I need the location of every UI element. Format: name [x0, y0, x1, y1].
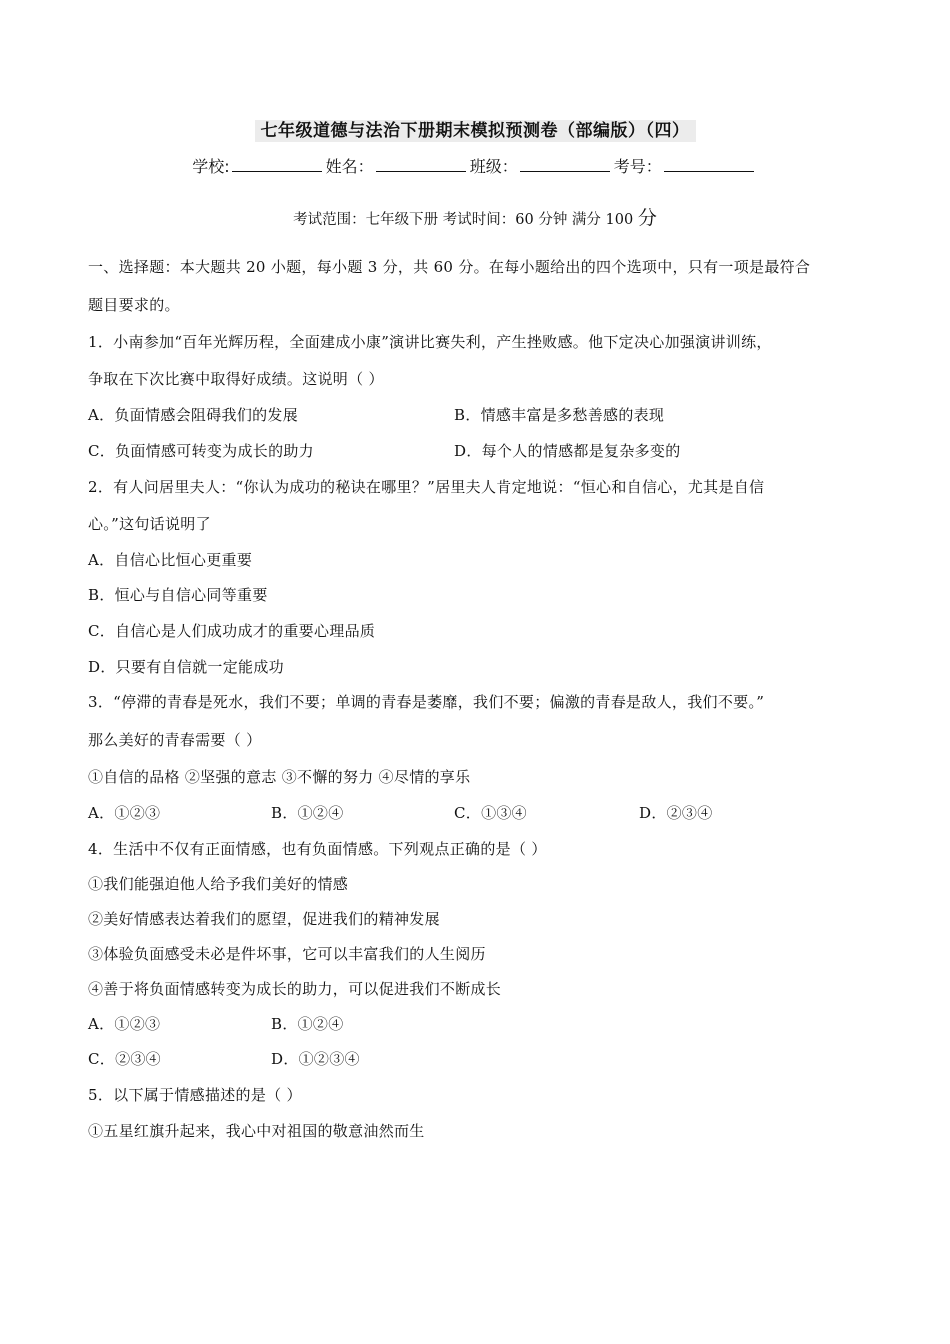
q4-item-4: ④善于将负面情感转变为成长的助力，可以促进我们不断成长	[88, 980, 502, 998]
exam-scope-text: 考试范围：七年级下册 考试时间：60 分钟 满分 100	[293, 212, 638, 228]
q4-item-3: ③体验负面感受未必是件坏事，它可以丰富我们的人生阅历	[88, 945, 486, 963]
q2-option-a: A．自信心比恒心更重要	[88, 551, 253, 569]
q1-stem-line1: 1．小南参加“百年光辉历程，全面建成小康”演讲比赛失利，产生挫败感。他下定决心加强演讲训练，	[88, 333, 772, 351]
q5-item-1: ①五星红旗升起来，我心中对祖国的敬意油然而生	[88, 1122, 425, 1140]
q4-item-2: ②美好情感表达着我们的愿望，促进我们的精神发展	[88, 910, 440, 928]
q4-stem: 4．生活中不仅有正面情感，也有负面情感。下列观点正确的是（ ）	[88, 840, 547, 858]
name-blank[interactable]	[376, 157, 466, 172]
q1-option-c: C．负面情感可转变为成长的助力	[88, 442, 314, 460]
page-title	[0, 116, 950, 141]
class-blank[interactable]	[520, 157, 610, 172]
q1-option-b: B．情感丰富是多愁善感的表现	[454, 406, 665, 424]
q2-option-d: D．只要有自信就一定能成功	[88, 658, 284, 676]
school-blank[interactable]	[232, 157, 322, 172]
q1-stem-line2: 争取在下次比赛中取得好成绩。这说明（ ）	[88, 370, 384, 388]
page-title-text: 七年级道德与法治下册期末模拟预测卷（部编版）（四）	[255, 120, 696, 142]
q3-option-b: B．①②④	[271, 804, 344, 822]
exam-scope-unit: 分	[637, 207, 657, 229]
q1-option-d: D．每个人的情感都是复杂多变的	[454, 442, 681, 460]
school-label: 学校:	[192, 157, 230, 176]
exam-scope-line	[0, 203, 950, 230]
name-label: 姓名：	[325, 157, 374, 176]
q4-option-a: A．①②③	[88, 1015, 161, 1033]
q4-option-c: C．②③④	[88, 1050, 161, 1068]
student-info-row	[0, 154, 950, 177]
q3-option-a: A．①②③	[88, 804, 161, 822]
q3-option-c: C．①③④	[454, 804, 527, 822]
exam-no-blank[interactable]	[664, 157, 754, 172]
exam-no-label: 考号：	[613, 157, 662, 176]
q2-option-c: C．自信心是人们成功成才的重要心理品质	[88, 622, 376, 640]
q2-option-b: B．恒心与自信心同等重要	[88, 586, 268, 604]
section1-instruction-line1: 一、选择题：本大题共 20 小题，每小题 3 分，共 60 分。在每小题给出的四个选项中，只有一项是最符合	[88, 258, 811, 276]
section1-instruction-line2: 题目要求的。	[88, 296, 180, 314]
q4-item-1: ①我们能强迫他人给予我们美好的情感	[88, 875, 349, 893]
q2-stem-line2: 心。”这句话说明了	[88, 515, 211, 533]
q3-stem-line1: 3．“停滞的青春是死水，我们不要；单调的青春是萎靡，我们不要；偏激的青春是敌人，我们不要。”	[88, 693, 765, 711]
q3-stem-line2: 那么美好的青春需要（ ）	[88, 731, 262, 749]
q4-option-d: D．①②③④	[271, 1050, 360, 1068]
q5-stem: 5．以下属于情感描述的是（ ）	[88, 1086, 302, 1104]
q4-option-b: B．①②④	[271, 1015, 344, 1033]
q3-items: ①自信的品格 ②坚强的意志 ③不懈的努力 ④尽情的享乐	[88, 768, 471, 786]
q3-option-d: D．②③④	[639, 804, 713, 822]
q2-stem-line1: 2．有人问居里夫人：“你认为成功的秘诀在哪里？”居里夫人肯定地说：“恒心和自信心，尤其是自信	[88, 478, 765, 496]
q1-option-a: A．负面情感会阻碍我们的发展	[88, 406, 299, 424]
class-label: 班级：	[469, 157, 518, 176]
